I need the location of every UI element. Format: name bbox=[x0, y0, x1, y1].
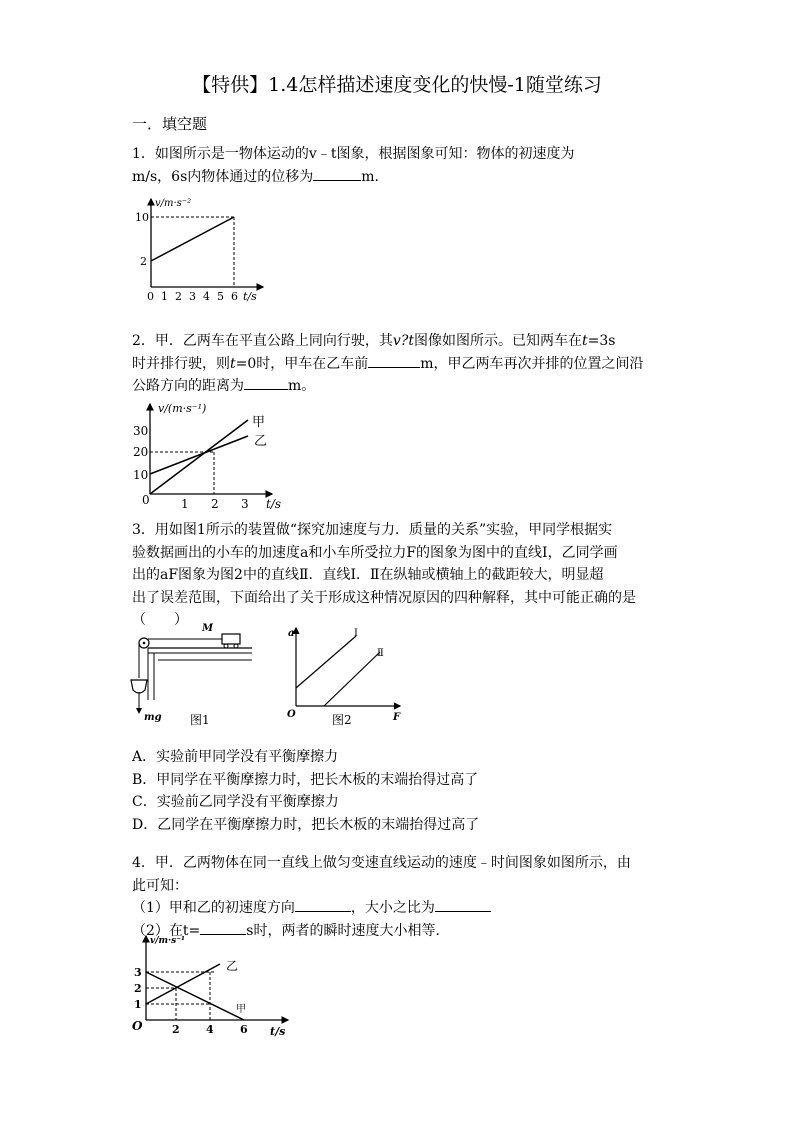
q3-line2: 验数据画出的小车的加速度a和小车所受拉力F的图象为图中的直线Ⅰ，乙同学画 bbox=[132, 544, 618, 561]
q3-line3: 出的aF图象为图2中的直线Ⅱ．直线Ⅰ．Ⅱ在纵轴或横轴上的截距较大，明显超 bbox=[132, 567, 604, 583]
q4-x-tick: 6 bbox=[240, 1023, 248, 1036]
q4-y-label: v/m·s⁻¹ bbox=[150, 936, 185, 946]
q4-vt-graph bbox=[128, 930, 298, 1040]
q2-line2: 时并排行驶，则t=0时，甲车在乙车前 m，甲乙两车再次并排的位置之间沿 bbox=[132, 353, 664, 376]
q3-fig1-apparatus bbox=[128, 620, 258, 730]
q3-line5: （ ） bbox=[132, 612, 188, 628]
option-a[interactable]: A．实验前甲同学没有平衡摩擦力 bbox=[132, 749, 339, 765]
label-II: Ⅱ bbox=[377, 648, 384, 659]
q4-x-label: t/s bbox=[270, 1025, 286, 1038]
section-heading: 一．填空题 bbox=[132, 115, 208, 133]
q1-y-tick: 10 bbox=[135, 211, 149, 224]
option-d[interactable]: D．乙同学在平衡摩擦力时，把长木板的末端抬得过高了 bbox=[132, 816, 480, 833]
q1-x-tick: 3 bbox=[189, 290, 196, 303]
q2-answer-blank-2[interactable] bbox=[244, 375, 288, 390]
label-F: F bbox=[393, 712, 401, 723]
q4-x-tick: 2 bbox=[172, 1023, 180, 1036]
q4-line3: （1）甲和乙的初速度方向 ，大小之比为 bbox=[132, 897, 664, 920]
q3-options bbox=[132, 746, 664, 836]
q2-x-tick: 3 bbox=[241, 497, 249, 511]
question-3 bbox=[132, 519, 664, 632]
q2-y-tick: 30 bbox=[133, 424, 149, 438]
label-I: Ⅰ bbox=[354, 628, 358, 639]
q4-y-tick: 3 bbox=[134, 966, 142, 979]
q1-x-tick: 1 bbox=[161, 290, 168, 303]
q1-velocity-line bbox=[151, 217, 234, 261]
q1-x-label: t/s bbox=[243, 290, 257, 303]
q1-vt-graph bbox=[135, 193, 270, 305]
line-II bbox=[324, 652, 380, 706]
q4-answer-blank-1[interactable] bbox=[295, 897, 351, 912]
q4-y-tick: 1 bbox=[134, 998, 142, 1011]
q2-jia-line bbox=[150, 420, 248, 494]
q4-line1: 4．甲．乙两物体在同一直线上做匀变速直线运动的速度﹣时间图象如图所示，由 bbox=[132, 855, 631, 871]
q1-x-tick: 0 bbox=[147, 290, 154, 303]
option-b[interactable]: B．甲同学在平衡摩擦力时，把长木板的末端抬得过高了 bbox=[132, 771, 479, 788]
q2-y-label: v/(m·s⁻¹) bbox=[158, 402, 207, 415]
question-1 bbox=[132, 143, 664, 188]
label-O: O bbox=[287, 709, 296, 720]
q2-y-tick: 0 bbox=[142, 493, 150, 507]
q4-origin: O bbox=[132, 1019, 143, 1033]
fig2-caption: 图2 bbox=[332, 713, 352, 727]
q3-line4: 出了误差范围，下面给出了关于形成这种情况原因的四种解释，其中可能正确的是 bbox=[132, 589, 636, 606]
q4-label-yi: 乙 bbox=[226, 959, 239, 973]
q2-yi-line bbox=[150, 436, 248, 474]
q2-line3: 公路方向的距离为 m。 bbox=[132, 375, 664, 398]
question-2 bbox=[132, 330, 664, 398]
q1-x-tick: 2 bbox=[175, 290, 182, 303]
q4-x-tick: 4 bbox=[206, 1023, 214, 1036]
q2-x-tick: 2 bbox=[211, 497, 219, 511]
q2-vt-graph bbox=[130, 398, 290, 516]
q2-y-tick: 10 bbox=[133, 468, 149, 482]
page-title: 【特供】1.4怎样描述速度变化的快慢-1随堂练习 bbox=[192, 74, 602, 96]
q1-x-tick: 6 bbox=[231, 290, 238, 303]
q3-fig2-graph bbox=[282, 622, 407, 730]
weight-bucket bbox=[131, 680, 147, 693]
cart bbox=[222, 634, 240, 644]
q4-label-jia: 甲 bbox=[236, 1004, 246, 1015]
q4-line4: （2）在t= s时，两者的瞬时速度大小相等． bbox=[132, 920, 664, 943]
q2-y-tick: 20 bbox=[133, 445, 149, 459]
q1-x-tick: 5 bbox=[217, 290, 224, 303]
q4-yi-line bbox=[146, 964, 220, 1004]
q2-x-label: t/s bbox=[266, 497, 282, 511]
q3-line1: 3．用如图1所示的装置做“探究加速度与力．质量的关系”实验，甲同学根据实 bbox=[132, 522, 613, 538]
q1-y-label: v/m·s⁻² bbox=[155, 198, 192, 209]
q4-line2: 此可知： bbox=[132, 877, 188, 894]
fig1-caption: 图1 bbox=[190, 713, 210, 727]
label-a: a bbox=[288, 628, 295, 639]
q1-answer-blank[interactable] bbox=[313, 166, 361, 181]
q4-y-tick: 2 bbox=[134, 982, 142, 995]
q2-label-yi: 乙 bbox=[254, 434, 268, 449]
label-mg: mg bbox=[144, 712, 162, 723]
q2-x-tick: 1 bbox=[181, 497, 189, 511]
option-c[interactable]: C．实验前乙同学没有平衡摩擦力 bbox=[132, 794, 339, 810]
q2-label-jia: 甲 bbox=[252, 415, 266, 430]
label-M: M bbox=[202, 623, 214, 634]
q2-line1: 2．甲．乙两车在平直公路上同向行驶，其v?t图像如图所示。已知两车在t=3s bbox=[132, 333, 616, 349]
q1-y-tick: 2 bbox=[140, 255, 147, 268]
q2-answer-blank-1[interactable] bbox=[368, 353, 420, 368]
q4-answer-blank-2[interactable] bbox=[435, 897, 491, 912]
question-4 bbox=[132, 852, 664, 942]
q1-line2: m/s，6s内物体通过的位移为 m． bbox=[132, 166, 664, 189]
q1-line1: 1．如图所示是一物体运动的v﹣t图象，根据图象可知：物体的初速度为 bbox=[132, 146, 575, 162]
q1-x-tick: 4 bbox=[203, 290, 210, 303]
line-I bbox=[296, 636, 356, 688]
